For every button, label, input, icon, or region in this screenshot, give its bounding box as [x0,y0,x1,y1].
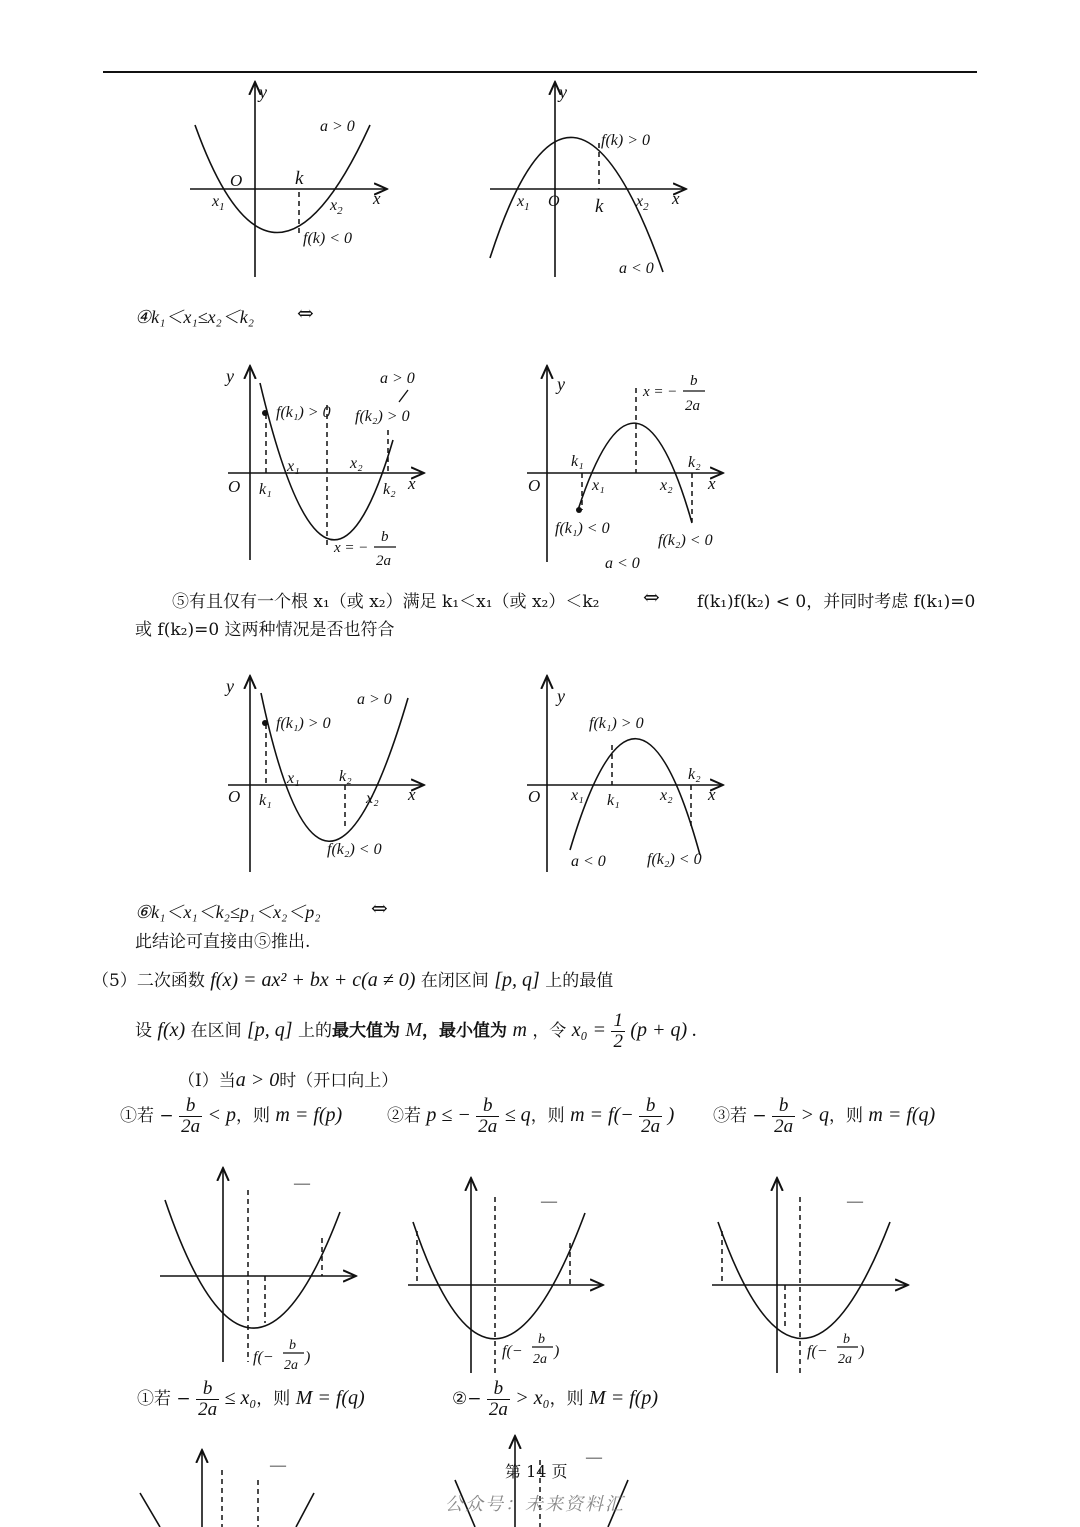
svg-text:f(k₂) < 0: f(k₂) < 0 [658,532,713,549]
svg-text:O: O [528,476,541,495]
origin-label: O [230,171,243,190]
svg-text:f(k₂) < 0: f(k₂) < 0 [647,851,702,868]
watermark: 公众号：未来资料汇 [445,1494,625,1515]
fig2-left-graph [224,366,424,569]
setup-line: 设 f(x) 在区间 [p, q] 上的最大值为 M，最小值为 m ，令 x₀ = $\frac{1}{2}$ (p + q) . [135,1010,698,1052]
item-5-equivalence-arrow: ⇔ [643,585,660,609]
svg-text:k₁: k₁ [607,792,620,809]
svg-text:k₂: k₂ [383,481,396,498]
svg-text:f(k₁) > 0: f(k₁) > 0 [589,715,644,732]
fig2-right-graph [527,366,723,572]
fig5-graph-1 [140,1450,314,1527]
svg-text:y: y [557,686,565,706]
y-label: y [559,82,567,102]
fig4-graph-2 [408,1178,603,1373]
x-label: x [373,189,381,208]
fig4-graph-3 [712,1178,908,1373]
svg-text:x: x [708,785,716,804]
section-5-heading: （5）二次函数 f(x) = ax² + bx + c(a ≠ 0) 在闭区间 [p, q] 上的最值 [92,969,614,991]
svg-text:2a: 2a [533,1352,547,1367]
item-6-condition: ⑥k₁＜x₁＜k₂≤p₁＜x₂＜p₂ [135,902,321,922]
max-rule-1: ①若 − $\frac{b}{2a}$ ≤ x₀，则 M = f(q) [137,1378,365,1420]
item-6-equivalence-arrow: ⇔ [371,896,388,920]
fig3-right-graph [527,676,723,872]
svg-text:x₁: x₁ [287,770,300,787]
svg-text:y: y [226,676,234,696]
svg-text:x₂: x₂ [366,790,379,807]
svg-text:—: — [270,1457,286,1474]
svg-text:): ) [305,1349,311,1366]
svg-text:x: x [708,474,716,493]
svg-text:f(k₁) > 0: f(k₁) > 0 [276,715,331,732]
svg-text:a < 0: a < 0 [571,853,606,870]
item-4-equivalence-arrow: ⇔ [297,301,314,325]
fig4-graph-1 [160,1168,356,1373]
k-label: k [295,168,304,189]
svg-text:x₁: x₁ [571,787,584,804]
svg-text:—: — [294,1175,310,1192]
k-label: k [595,196,604,217]
svg-text:k₁: k₁ [571,453,584,470]
svg-text:x = −: x = − [643,384,678,400]
svg-text:x = −: x = − [334,540,369,556]
svg-text:f(k₁) > 0: f(k₁) > 0 [276,404,331,421]
item-5-line1: ⑤有且仅有一个根 x₁（或 x₂）满足 k₁＜x₁（或 x₂）＜k₂ [172,592,600,612]
x2-label: $x_2$ [330,197,343,217]
svg-text:—: — [847,1193,863,1210]
svg-text:—: — [586,1449,602,1466]
cond-label: a > 0 [320,118,355,135]
parabola [570,739,700,855]
item-6-note: 此结论可直接由⑤推出. [135,932,311,952]
fig1-left-graph [190,82,387,277]
fig1-right-graph [490,82,686,277]
origin-label: O [548,193,560,210]
svg-text:a > 0: a > 0 [357,691,392,708]
svg-text:y: y [557,374,565,394]
page-number: 第 14 页 [505,1462,568,1481]
case-1-heading: （Ⅰ）当a > 0时（开口向上） [178,1069,399,1091]
svg-text:b: b [538,1332,545,1347]
svg-text:k₂: k₂ [688,454,701,471]
svg-text:2a: 2a [838,1352,852,1367]
item-5-line2: 或 f(k₂)=0 这两种情况是否也符合 [135,620,395,640]
svg-text:f(−: f(− [502,1343,523,1360]
x1-label: $x_1$ [212,193,225,213]
svg-text:—: — [541,1193,557,1210]
svg-text:x₂: x₂ [660,477,673,494]
svg-text:O: O [528,787,541,806]
svg-text:2a: 2a [685,398,700,414]
svg-text:O: O [228,477,241,496]
svg-text:f(−: f(− [807,1343,828,1360]
cond-label: a < 0 [619,260,654,277]
svg-text:b: b [843,1332,850,1347]
svg-text:O: O [228,787,241,806]
svg-text:k₁: k₁ [259,792,272,809]
item-5-condition: f(k₁)f(k₂) < 0，并同时考虑 f(k₁)=0 [697,592,976,612]
fk-label: f(k) < 0 [303,230,352,247]
x1-label: $x_1$ [517,193,530,213]
item-4-condition: ④k₁＜x₁≤x₂＜k₂ [135,307,255,327]
x2-label: $x_2$ [636,193,649,213]
svg-text:x₁: x₁ [592,477,605,494]
svg-text:2a: 2a [376,553,391,569]
min-rule-1: ①若 − $\frac{b}{2a}$ < p，则 m = f(p) [120,1095,343,1137]
min-rule-3: ③若 − $\frac{b}{2a}$ > q，则 m = f(q) [713,1095,936,1137]
svg-text:x: x [408,785,416,804]
svg-text:b: b [289,1338,296,1353]
x-label: x [672,189,680,208]
svg-text:x: x [408,474,416,493]
svg-text:x₁: x₁ [287,458,300,475]
svg-text:): ) [554,1343,560,1360]
fk-label: f(k) > 0 [601,132,650,149]
svg-text:x₂: x₂ [660,787,673,804]
svg-text:f(−: f(− [253,1349,274,1366]
max-rule-2: ②− $\frac{b}{2a}$ > x₀，则 M = f(p) [452,1378,659,1420]
svg-text:f(k₂) < 0: f(k₂) < 0 [327,841,382,858]
fig3-left-graph [224,676,424,872]
svg-text:k₂: k₂ [688,766,701,783]
svg-text:k₂: k₂ [339,768,352,785]
svg-text:b: b [690,373,698,389]
svg-text:f(k₁) < 0: f(k₁) < 0 [555,520,610,537]
svg-text:k₁: k₁ [259,481,272,498]
svg-text:a > 0: a > 0 [380,370,415,387]
svg-text:f(k₂) > 0: f(k₂) > 0 [355,408,410,425]
svg-text:b: b [381,529,389,545]
svg-text:a < 0: a < 0 [605,555,640,572]
min-rule-2: ②若 p ≤ − $\frac{b}{2a}$ ≤ q，则 m = f(− $\frac{b}{2a}$ ) [387,1095,675,1137]
parabola [195,125,370,233]
y-label: y [259,82,267,102]
svg-text:x₂: x₂ [350,455,363,472]
svg-text:2a: 2a [284,1358,298,1373]
svg-text:): ) [859,1343,865,1360]
svg-text:y: y [226,366,234,386]
